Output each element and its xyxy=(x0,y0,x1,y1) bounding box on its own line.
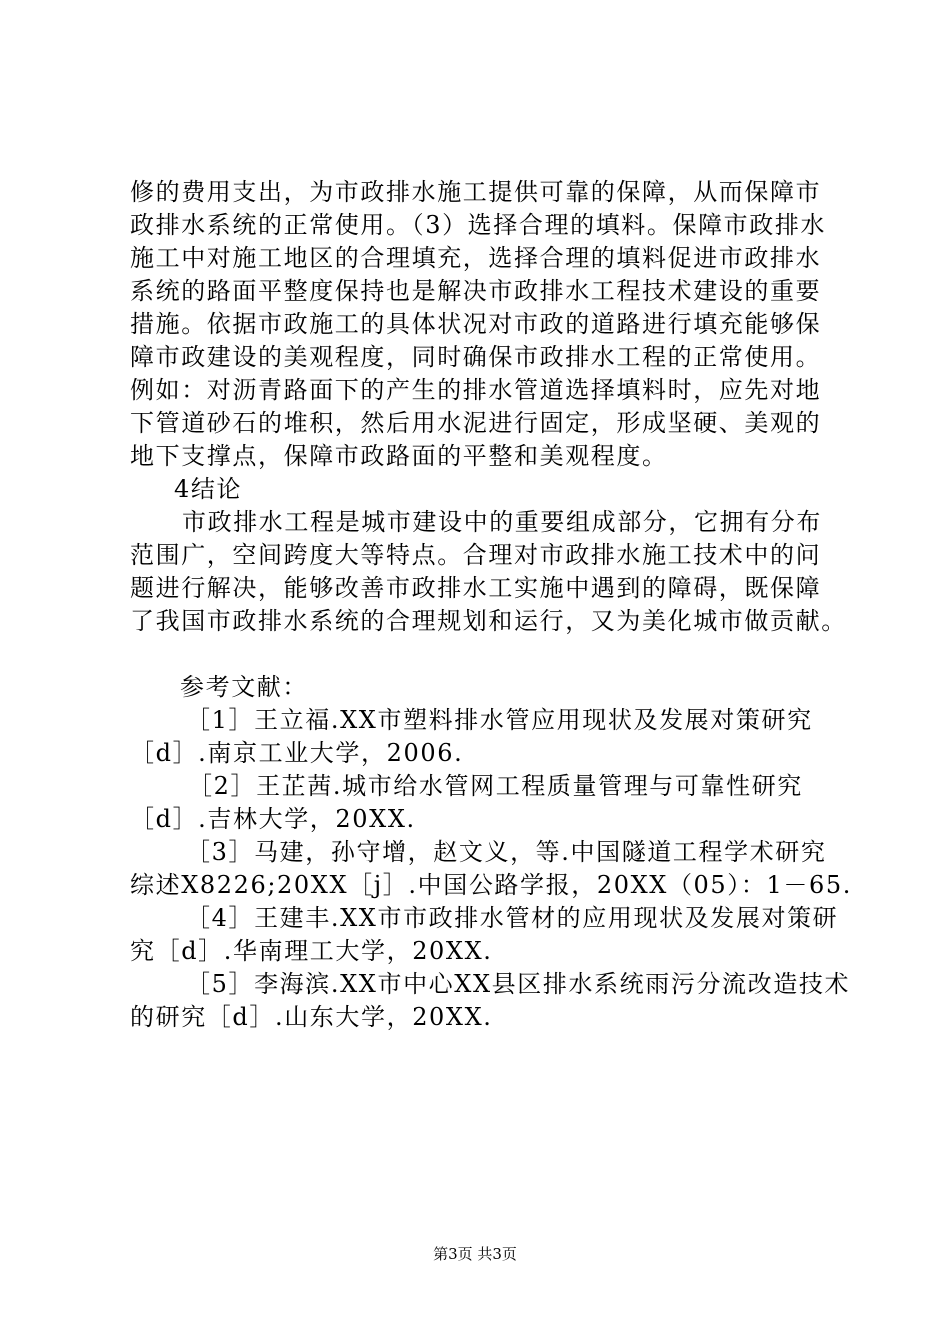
paragraph-line: 范围广，空间跨度大等特点。合理对市政排水施工技术中的问 xyxy=(130,541,822,569)
page-footer: 第3页 共3页 xyxy=(433,1245,517,1263)
reference-line: ［2］王芷茜.城市给水管网工程质量管理与可靠性研究 xyxy=(188,772,803,800)
document-body xyxy=(130,176,852,1034)
section-heading: 4结论 xyxy=(174,475,243,503)
reference-item xyxy=(130,704,840,770)
reference-line: ［1］王立福.XX市塑料排水管应用现状及发展对策研究 xyxy=(186,706,813,734)
paragraph-line: 市政排水工程是城市建设中的重要组成部分，它拥有分布 xyxy=(182,508,822,536)
paragraph-line: 地下支撑点，保障市政路面的平整和美观程度。 xyxy=(130,442,668,470)
body-paragraph xyxy=(130,176,840,473)
paragraph-line: 题进行解决，能够改善市政排水工实施中遇到的障碍，既保障 xyxy=(130,574,822,602)
paragraph-line: 措施。依据市政施工的具体状况对市政的道路进行填充能够保 xyxy=(130,310,822,338)
conclusion-paragraph xyxy=(130,506,847,638)
reference-item xyxy=(130,968,851,1034)
reference-line: 综述X8226;20XX［j］.中国公路学报，20XX（05）：1－65. xyxy=(130,871,852,899)
reference-line: 的研究［d］.山东大学，20XX. xyxy=(130,1003,493,1031)
spacer xyxy=(130,638,840,671)
paragraph-line: 修的费用支出，为市政排水施工提供可靠的保障，从而保障市 xyxy=(130,178,822,206)
paragraph-line: 例如：对沥青路面下的产生的排水管道选择填料时，应先对地 xyxy=(130,376,822,404)
reference-item xyxy=(130,902,840,968)
reference-item xyxy=(130,770,840,836)
reference-line: ［d］.南京工业大学，2006. xyxy=(130,739,464,767)
references-title: 参考文献： xyxy=(180,673,308,701)
reference-line: ［5］李海滨.XX市中心XX县区排水系统雨污分流改造技术 xyxy=(186,970,851,998)
reference-line: 究［d］.华南理工大学，20XX. xyxy=(130,937,493,965)
reference-list xyxy=(130,704,852,1034)
paragraph-line: 了我国市政排水系统的合理规划和运行，又为美化城市做贡献。 xyxy=(130,607,847,635)
reference-line: ［4］王建丰.XX市市政排水管材的应用现状及发展对策研 xyxy=(186,904,839,932)
paragraph-line: 系统的路面平整度保持也是解决市政排水工程技术建设的重要 xyxy=(130,277,822,305)
reference-line: ［d］.吉林大学，20XX. xyxy=(130,805,416,833)
reference-line: ［3］马建，孙守增，赵文义，等.中国隧道工程学术研究 xyxy=(186,838,827,866)
paragraph-line: 施工中对施工地区的合理填充，选择合理的填料促进市政排水 xyxy=(130,244,822,272)
paragraph-line: 政排水系统的正常使用。（3）选择合理的填料。保障市政排水 xyxy=(130,211,827,239)
paragraph-line: 下管道砂石的堆积，然后用水泥进行固定，形成坚硬、美观的 xyxy=(130,409,822,437)
reference-item xyxy=(130,836,852,902)
paragraph-line: 障市政建设的美观程度，同时确保市政排水工程的正常使用。 xyxy=(130,343,822,371)
